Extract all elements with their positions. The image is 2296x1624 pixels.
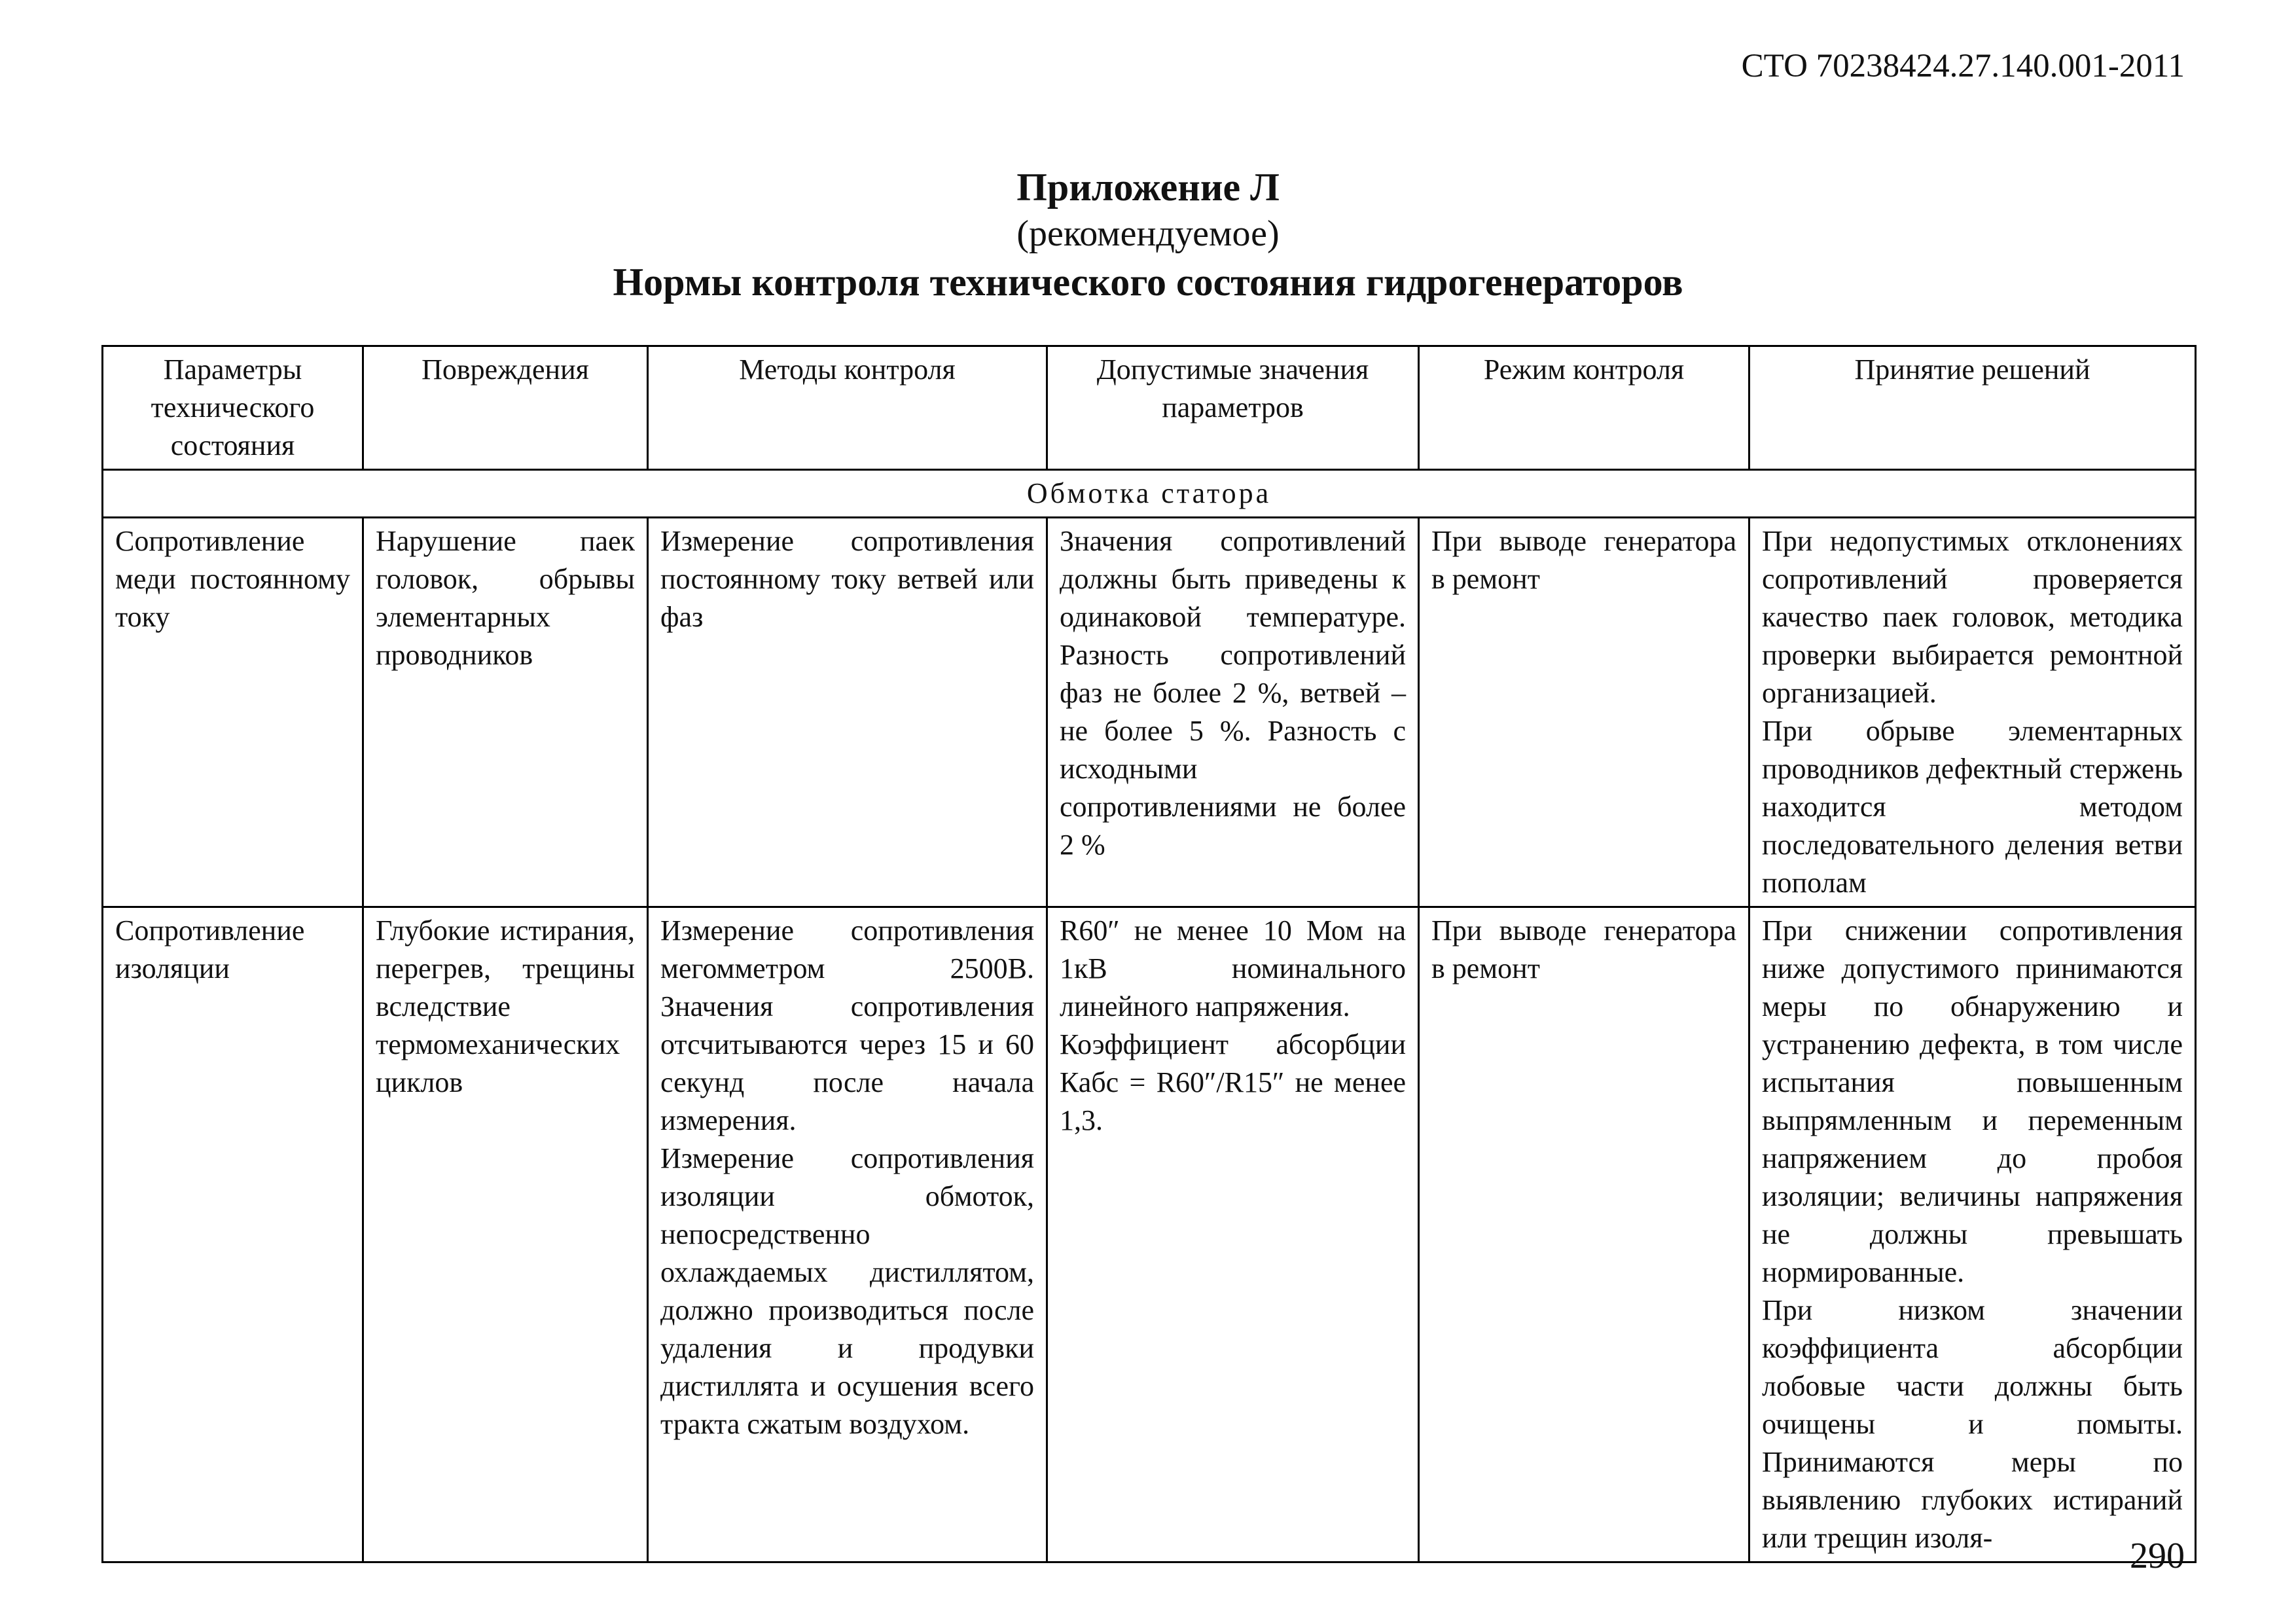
column-header: Методы контроля [648,346,1047,470]
column-header: Принятие решений [1749,346,2196,470]
decision-paragraph: При низком значении коэффициента абсорбции лобовые части должны быть очищены и помыты. Принимаются меры по выявлению глубоких истираний или трещин изоля- [1762,1294,2183,1554]
cell-damage: Нарушение паек головок, обрывы элементарных проводников [363,518,648,907]
method-text: Измерение сопротивления мегомметром 2500В. Значения сопротивления отсчитываются через 15 и 60 секунд после начала измерения. [660,914,1034,1136]
method-text: Измерение сопротивления изоляции обмоток, непосредственно охлаждаемых дистиллятом, должно производиться после удаления и продувки дистиллята и осушения всего тракта сжатым воздухом. [660,1142,1034,1440]
allowed-text: R60″ не менее 10 Мом на 1кВ номинального линейного напряжения. [1060,914,1406,1022]
section-title: Обмотка статора [103,470,2196,518]
column-header: Режим контроля [1419,346,1749,470]
cell-mode: При выводе генератора в ремонт [1419,518,1749,907]
decision-paragraph: При недопустимых отклонениях сопротивлений проверяется качество паек головок, методика проверки выбирается ремонтной организацией. [1762,525,2183,709]
appendix-status: (рекомендуемое) [1016,213,1280,254]
cell-parameter: Сопротивление меди постоянному току [103,518,363,907]
cell-mode: При выводе генератора в ремонт [1419,907,1749,1562]
cell-decision [1749,907,2196,1562]
cell-decision [1749,518,2196,907]
appendix-subject: Нормы контроля технического состояния гидрогенераторов [613,261,1683,304]
table-header-row [103,346,2196,470]
norms-table [101,345,2197,1563]
cell-allowed [1047,518,1419,907]
appendix-title: Приложение Л [1016,166,1280,209]
cell-parameter: Сопротивление изоляции [103,907,363,1562]
decision-paragraph: При снижении сопротивления ниже допустимого принимаются меры по обнаружению и устранению дефекта, в том числе испытания повышенным выпрямленным и переменным напряжением до пробоя изоляции; величины напряжения не должны превышать нормированные. [1762,914,2183,1288]
cell-allowed [1047,907,1419,1562]
table-row [103,518,2196,907]
method-text: Измерение сопротивления постоянному току ветвей или фаз [660,525,1034,633]
table-row [103,907,2196,1562]
column-header: Допустимые значения параметров [1047,346,1419,470]
decision-paragraph: При обрыве элементарных проводников дефектный стержень находится методом последовательного деления ветви пополам [1762,715,2183,899]
cell-method [648,518,1047,907]
page-number: 290 [2130,1536,2185,1576]
cell-method [648,907,1047,1562]
allowed-text: Коэффициент абсорбции Кабс = R60″/R15″ не менее 1,3. [1060,1028,1406,1136]
column-header: Параметры технического состояния [103,346,363,470]
section-row [103,470,2196,518]
document-code: СТО 70238424.27.140.001-2011 [1741,48,2185,84]
cell-damage: Глубокие истирания, перегрев, трещины вследствие термомеханических циклов [363,907,648,1562]
column-header: Повреждения [363,346,648,470]
allowed-text: Значения сопротивлений должны быть приведены к одинаковой температуре. Разность сопротивлений фаз не более 2 %, ветвей – не более 5 %. Разность с исходными сопротивлениями не более 2 % [1060,525,1406,861]
title-block [0,164,2296,308]
